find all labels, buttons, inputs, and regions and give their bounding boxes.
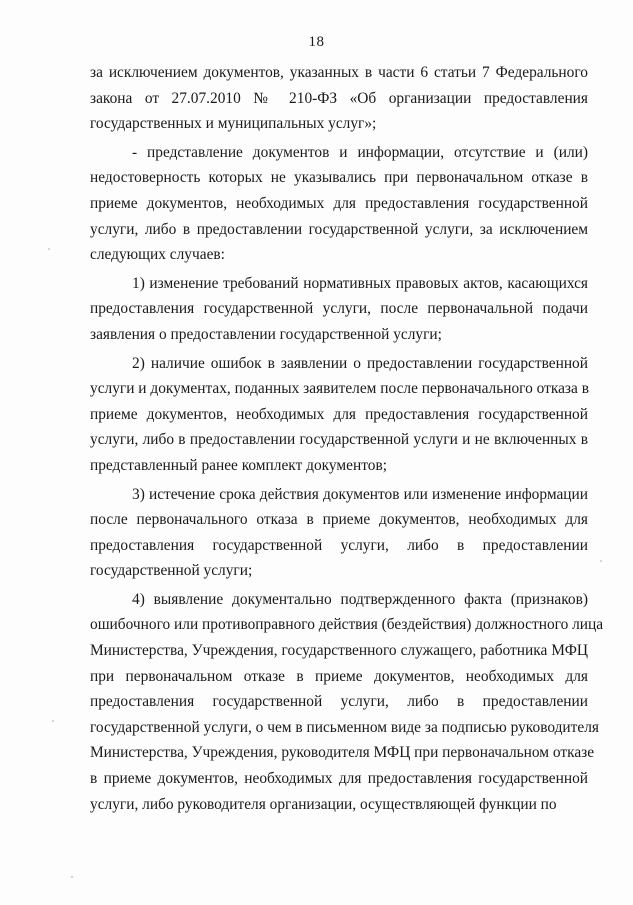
scan-speck: [52, 720, 54, 722]
text-line: ошибочного или противоправного действия (бездействия) должностного лица: [90, 616, 604, 634]
text-line: приеме документов, необходимых для предоставления государственной: [90, 405, 588, 423]
text-line: предоставления государственной услуги, либо в предоставлении: [90, 693, 588, 711]
scan-speck: [600, 560, 602, 562]
page-number: 18: [308, 34, 325, 50]
text-line: 2) наличие ошибок в заявлении о предоставлении государственной: [132, 354, 588, 372]
text-line: после первоначального отказа в приеме документов, необходимых для: [90, 511, 588, 529]
scan-speck: [48, 248, 50, 250]
text-line: Министерства, Учреждения, руководителя МФЦ при первоначальном отказе: [90, 744, 595, 762]
paragraph: [90, 271, 588, 348]
body-text: [90, 60, 604, 817]
text-line: услуги, либо в предоставлении государственной услуги, за исключением: [90, 220, 588, 238]
text-line: закона от 27.07.2010 № 210-ФЗ «Об организации предоставления: [90, 89, 588, 107]
scan-speck: [71, 876, 73, 878]
paragraph: [90, 351, 588, 479]
text-line: приеме документов, необходимых для предоставления государственной: [90, 194, 588, 212]
text-line: заявления о предоставлении государственной услуги;: [90, 325, 442, 343]
paragraph: [90, 482, 588, 584]
text-line: государственной услуги;: [90, 562, 253, 580]
text-line: услуги и документах, поданных заявителем после первоначального отказа в: [90, 380, 589, 398]
text-line: при первоначальном отказе в приеме документов, необходимых для: [90, 667, 588, 685]
text-line: 1) изменение требований нормативных правовых актов, касающихся: [132, 274, 588, 292]
text-line: услуги, либо руководителя организации, осуществляющей функции по: [90, 795, 557, 813]
paragraph: [90, 60, 588, 137]
text-line: представленный ранее комплект документов;: [90, 456, 387, 474]
paragraph: [90, 587, 604, 817]
text-line: предоставления государственной услуги, после первоначальной подачи: [90, 300, 588, 318]
text-line: услуги, либо в предоставлении государственной услуги и не включенных в: [90, 431, 588, 449]
text-line: в приеме документов, необходимых для предоставления государственной: [90, 770, 588, 788]
text-line: Министерства, Учреждения, государственного служащего, работника МФЦ: [90, 642, 588, 660]
text-line: следующих случаев:: [90, 246, 225, 264]
text-line: предоставления государственной услуги, либо в предоставлении: [90, 536, 588, 554]
text-line: за исключением документов, указанных в части 6 статьи 7 Федерального: [90, 64, 588, 81]
paragraph: [90, 140, 588, 268]
text-line: государственных и муниципальных услуг»;: [90, 115, 377, 133]
text-line: 3) истечение срока действия документов или изменение информации: [132, 485, 588, 503]
text-line: - представление документов и информации, отсутствие и (или): [132, 143, 588, 161]
text-line: 4) выявление документально подтвержденного факта (признаков): [132, 590, 588, 608]
text-line: государственной услуги, о чем в письменном виде за подписью руководителя: [90, 718, 599, 736]
text-line: недостоверность которых не указывались при первоначальном отказе в: [90, 169, 588, 187]
